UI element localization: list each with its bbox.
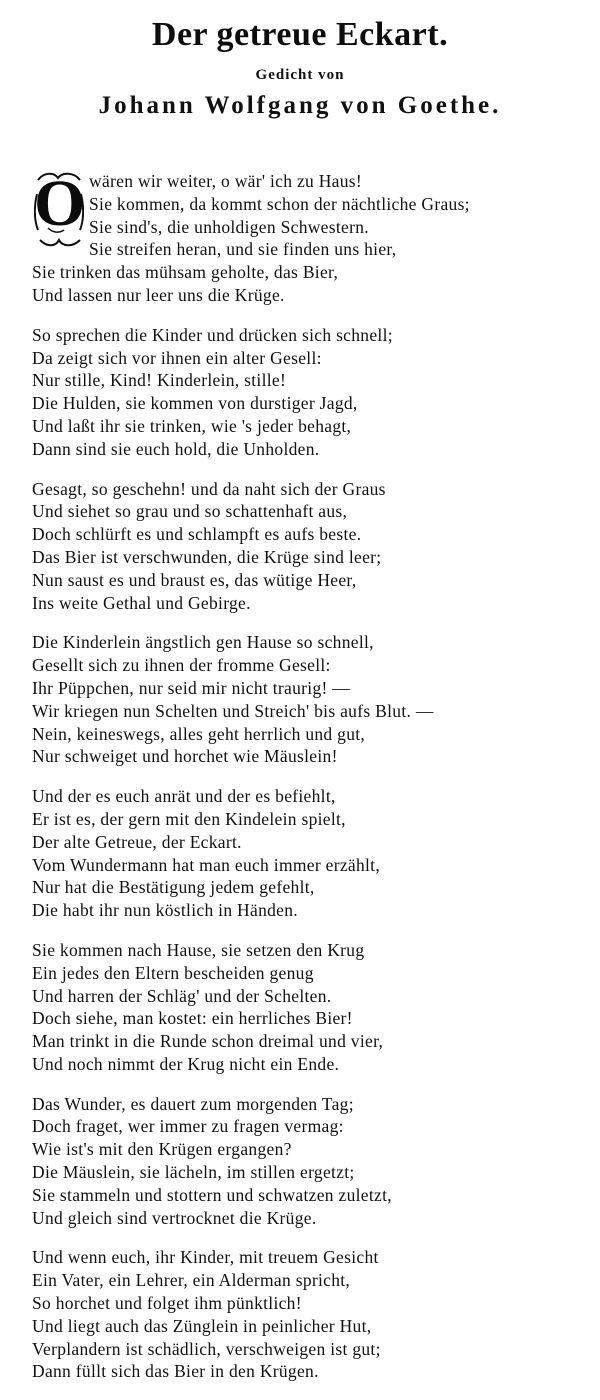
poem-line: Doch schlürft es und schlampft es aufs beste. (32, 524, 362, 545)
poem-line: Doch siehe, man kostet: ein herrliches Bier! (32, 1008, 353, 1029)
stanza (32, 170, 594, 307)
poem-line: Und gleich sind vertrocknet die Krüge. (32, 1207, 317, 1228)
dropcap (34, 167, 86, 248)
stanza (32, 631, 594, 768)
poem-line: Das Wunder, es dauert zum morgenden Tag; (32, 1093, 354, 1114)
stanza-list (32, 170, 594, 1383)
poem-line: Da zeigt sich vor ihnen ein alter Gesell: (32, 347, 322, 368)
poem-line: Ins weite Gethal und Gebirge. (32, 592, 251, 613)
poem-line: Nur schweiget und horchet wie Mäuslein! (32, 746, 338, 767)
poem-line: Und lassen nur leer uns die Krüge. (32, 284, 285, 305)
poem-line: Und laßt ihr sie trinken, wie 's jeder behagt, (32, 415, 352, 436)
dropcap-letter: O (34, 167, 86, 240)
stanza (32, 324, 594, 461)
poem-line: Sie sind's, die unholdigen Schwestern. (89, 216, 369, 237)
stanza (32, 939, 594, 1076)
poem-line: Die Kinderlein ängstlich gen Hause so schnell, (32, 632, 374, 653)
poem-line: Gesagt, so geschehn! und da naht sich der Graus (32, 478, 386, 499)
poem-line: Sie trinken das mühsam geholte, das Bier, (32, 262, 339, 283)
poem-line: Wir kriegen nun Schelten und Streich' bis aufs Blut. — (32, 700, 434, 721)
poem-line: Und noch nimmt der Krug nicht ein Ende. (32, 1053, 340, 1074)
poem-line: Und der es euch anrät und der es befiehlt, (32, 786, 336, 807)
poem-line: Sie stammeln und stottern und schwatzen zuletzt, (32, 1184, 392, 1205)
poem-line: Ein jedes den Eltern bescheiden genug (32, 962, 314, 983)
poem-line: Dann sind sie euch hold, die Unholden. (32, 438, 320, 459)
poem-line: Die Hulden, sie kommen von durstiger Jagd, (32, 393, 358, 414)
stanza (32, 785, 594, 922)
poem-line: Ein Vater, ein Lehrer, ein Alderman spricht, (32, 1270, 351, 1291)
poem-line: Nein, keineswegs, alles geht herrlich und gut, (32, 723, 366, 744)
poem-line: Der alte Getreue, der Eckart. (32, 831, 242, 852)
poem-line: Doch fraget, wer immer zu fragen vermag: (32, 1116, 344, 1137)
stanza (32, 478, 594, 615)
stanza (32, 1246, 594, 1383)
poem-line: So sprechen die Kinder und drücken sich schnell; (32, 324, 393, 345)
poem-line: Sie kommen, da kommt schon der nächtliche Graus; (89, 193, 470, 214)
poem-line: Sie streifen heran, und sie finden uns hier, (89, 239, 397, 260)
poem-line: Sie kommen nach Hause, sie setzen den Krug (32, 939, 365, 960)
poem-line: Und wenn euch, ihr Kinder, mit treuem Gesicht (32, 1247, 379, 1268)
poem-title: Der getreue Eckart. (151, 16, 449, 53)
poem-line: Wie ist's mit den Krügen ergangen? (32, 1139, 292, 1160)
poem-line: So horchet und folget ihm pünktlich! (32, 1293, 302, 1314)
poem-subtitle: Gedicht von (255, 67, 345, 83)
poem-line: Und harren der Schläg' und der Schelten. (32, 985, 332, 1006)
poem-line: Gesellt sich zu ihnen der fromme Gesell: (32, 655, 331, 676)
poem-body (32, 167, 594, 1400)
poem-line: Und liegt auch das Zünglein in peinlicher Hut, (32, 1315, 372, 1336)
poem-line: Verplandern ist schädlich, verschweigen ist gut; (32, 1338, 381, 1359)
poem-line: Nur stille, Kind! Kinderlein, stille! (32, 370, 287, 391)
poem-line: Ihr Püppchen, nur seid mir nicht traurig! — (32, 677, 351, 698)
poem-line: Das Bier ist verschwunden, die Krüge sind leer; (32, 546, 382, 567)
poem-line: Nun saust es und braust es, das wütige Heer, (32, 569, 357, 590)
poem-line: Vom Wundermann hat man euch immer erzählt, (32, 854, 381, 875)
poem-author: Johann Wolfgang von Goethe. (98, 92, 502, 119)
poem-line: Die habt ihr nun köstlich in Händen. (32, 900, 298, 921)
stanza (32, 1093, 594, 1230)
poem-line: Dann füllt sich das Bier in den Krügen. (32, 1361, 319, 1382)
poem-line: Man trinkt in die Runde schon dreimal und vier, (32, 1031, 384, 1052)
poem-line: Er ist es, der gern mit den Kindelein spielt, (32, 808, 346, 829)
poem-line: Die Mäuslein, sie lächeln, im stillen ergetzt; (32, 1162, 355, 1183)
poem-line: Und siehet so grau und so schattenhaft aus, (32, 501, 348, 522)
poem-line: wären wir weiter, o wär' ich zu Haus! (89, 171, 363, 191)
poem-line: Nur hat die Bestätigung jedem gefehlt, (32, 877, 315, 898)
